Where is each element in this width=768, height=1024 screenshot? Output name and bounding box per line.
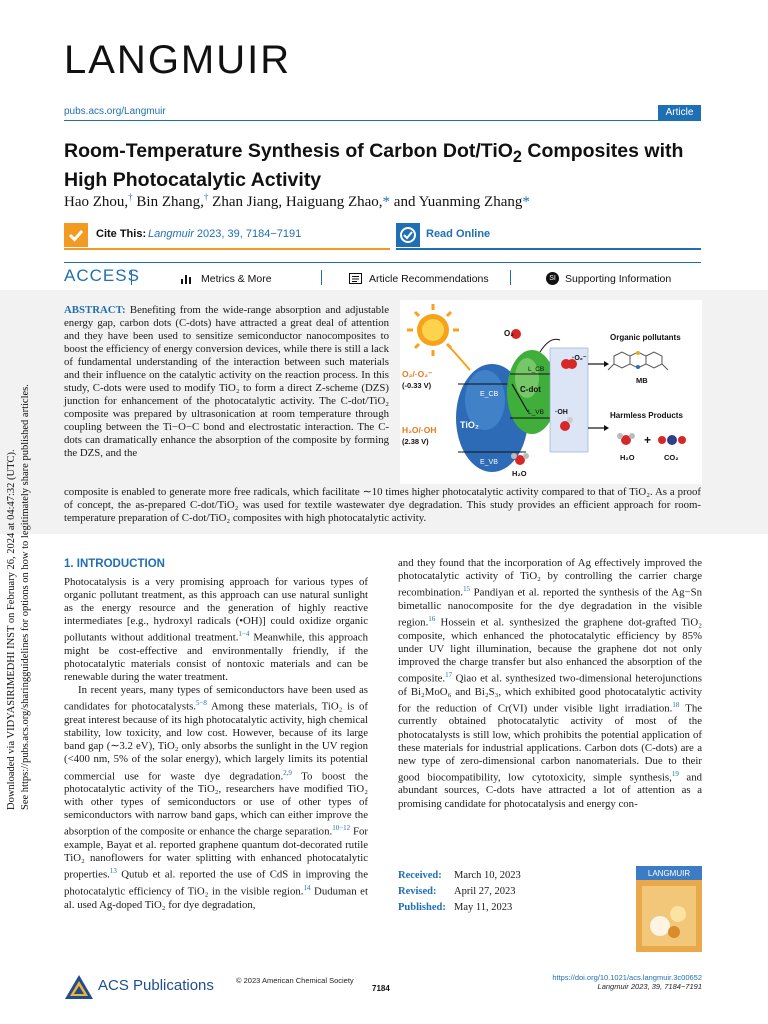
revised-label: Revised:: [398, 886, 437, 897]
figure-h2o-product: H₂O: [620, 453, 635, 462]
author-list: [64, 192, 530, 211]
published-label: Published:: [398, 902, 446, 913]
journal-url-link[interactable]: pubs.acs.org/Langmuir: [64, 106, 166, 117]
figure-o2-potential: (-0.33 V): [402, 381, 432, 390]
reference-link[interactable]: 17: [445, 670, 453, 679]
access-separator: [510, 270, 511, 285]
reference-link[interactable]: 10−12: [332, 824, 351, 833]
received-date: March 10, 2023: [454, 870, 521, 881]
abstract-text: [64, 304, 389, 460]
figure-ecb: E_CB: [480, 391, 499, 398]
publication-dates: [398, 868, 521, 916]
citation-link[interactable]: [148, 228, 301, 240]
figure-lvb: L_VB: [528, 409, 544, 416]
figure-lcb: L_CB: [528, 366, 545, 373]
reference-link[interactable]: 19: [671, 769, 679, 778]
abstract-graphic: [400, 300, 702, 484]
cite-details: 2023, 39, 7184−7191: [196, 228, 302, 240]
title-part-2: Composites with High Photocatalytic Activity: [64, 140, 684, 191]
page-number: 7184: [372, 984, 390, 993]
figure-harmless-label: Harmless Products: [610, 411, 683, 420]
corresponding-mark: *: [522, 194, 530, 210]
copyright-notice: © 2023 American Chemical Society: [236, 976, 354, 985]
figure-organic-label: Organic pollutants: [610, 333, 681, 342]
column-right: and they found that the incorporation of Ag effectively improved the photocatalytic activity of TiO₂ by controlling the carrier charge recombination.$^{15}$ Pandiyan et al. reported the synthesis of the Ag−Sn bimetallic nanocomposite for the dye degradation in the visible region.$^{16}$ Hossein et al. synthesized the graphene dot-grafted TiO₂ composite, which enhanced the photocatalytic efficiency by 85% under UV light illumination, because the graphene dot not only improved the charge transfer but also enhanced the absorption of the composite.$^{17}$ Qiao et al. synthesized two-dimensional heterojunctions of Bi₂MoO₆ and Bi₂S₃, which exhibited good photocatalytic activity for the reduction of Cr(VI) under visible light irradiation.$^{18}$ The currently obtained photocatalytic activity of most of the photocatalysts is still low, which prohibits the potential application of these materials for industrial applications. Carbon dots (C-dots) are a new type of zero-dimensional carbon nanomaterials. Due to their good biocompatibility, low cytotoxicity, simple synthesis,$^{19}$ and abundant sources, C-dots have attracted a lot of attention as a promising candidate for photocatalysis and energy con-: [398, 557, 703, 810]
reference-link[interactable]: 16: [428, 614, 436, 623]
bar-chart-icon: [181, 273, 193, 284]
acs-logo-icon: [64, 974, 94, 1000]
figure-h2o-bottom: H₂O: [512, 469, 527, 478]
abstract-text-continued: composite is enabled to generate more free radicals, which facilitate ∼10 times higher photocatalytic activity compared to that of TiO₂. As a proof of concept, the as-prepared C-dot/TiO₂ was used for textile wastewater dye degradation. This study provides an efficient approach for room-temperature preparation of C-dot/TiO₂ composites with high photocatalytic activity.: [64, 486, 701, 524]
plus-icon: +: [644, 433, 652, 447]
journal-name: LANGMUIR: [64, 38, 292, 82]
figure-h2o-label: H₂O/·OH: [402, 425, 437, 435]
section-heading: 1. INTRODUCTION: [64, 558, 165, 570]
cover-title: LANGMUIR: [647, 869, 691, 878]
header-divider: [64, 120, 701, 121]
figure-o2-label: O₂/·O₂⁻: [402, 369, 433, 379]
published-date: May 11, 2023: [454, 902, 513, 913]
journal-cover-thumbnail[interactable]: [636, 866, 702, 952]
author-link[interactable]: Bin Zhang,: [132, 194, 204, 210]
figure-mb-label: MB: [636, 376, 648, 385]
side-note-line-2: See https://pubs.acs.org/sharingguidelines for options on how to legitimately share published articles.: [20, 384, 31, 810]
access-label: ACCESS: [64, 266, 140, 285]
corresponding-mark: *: [382, 194, 391, 210]
checkmark-icon: [64, 223, 88, 247]
figure-co2-product: CO₂: [664, 453, 679, 462]
figure-tio2-label: TiO₂: [460, 420, 479, 430]
figure-evb: E_VB: [480, 459, 498, 466]
figure-h2o-potential: (2.38 V): [402, 437, 429, 446]
reference-link[interactable]: 14: [303, 884, 311, 893]
title-part-1: Room-Temperature Synthesis of Carbon Dot/TiO: [64, 140, 513, 162]
revised-date: April 27, 2023: [454, 886, 516, 897]
figure-hydroxyl: ·OH: [555, 409, 568, 416]
received-label: Received:: [398, 870, 442, 881]
access-separator: [321, 270, 322, 285]
reference-link[interactable]: 13: [109, 867, 117, 876]
doi-link[interactable]: https://doi.org/10.1021/acs.langmuir.3c00652: [552, 973, 702, 982]
access-separator: [131, 270, 132, 285]
reference-link[interactable]: 15: [463, 585, 471, 594]
article-type-badge: Article: [658, 105, 701, 120]
footer-citation: Langmuir 2023, 39, 7184−7191: [597, 982, 702, 991]
supporting-information-link[interactable]: Supporting Information: [565, 273, 672, 285]
reference-link[interactable]: 18: [672, 700, 680, 709]
si-icon: SI: [546, 272, 559, 285]
author-footnote-mark: †: [128, 192, 133, 202]
column-left: Photocatalysis is a very promising approach for various types of organic pollutant treatment, as this approach can use natural sunlight as the energy resource and the generation of highly reactive intermediates [e.g., hydroxyl radicals (•OH)] could oxidize organic pollutants without additional treatment.$^{1-4}$ Meanwhile, this approach might be cost-effective and environmentally friendly, if the photocatalytic materials consist of nontoxic materials and can be renewable during the water treatment. In recent years, many types of semiconductors have been used as candidates for photocatalysts.$^{5-8}$ Among these materials, TiO₂ is of great interest because of its high photocatalytic activity, high chemical stability, low toxicity, and low cost. However, because of its large band gap (∼3.2 eV), TiO₂ only absorbs the sunlight in the UV region (<400 nm, 5% of the solar energy), which largely limits its potential commercial use for waste dye degradation.$^{2,9}$ To boost the photocatalytic activity of the TiO₂, researchers have modified TiO₂ with other types of semiconductors or use of other types of semiconductors with narrow band gaps, which can either improve the absorption of the composite or enhance the charge separation.$^{10-12}$ For example, Bayat et al. reported graphene quantum dot-decorated rutile TiO₂ nanoflowers for water splitting with enhanced photocatalytic properties.$^{13}$ Qutub et al. reported the use of CdS in improving the photocatalytic efficiency of TiO₂ in the visible region.$^{14}$ Duduman et al. used Ag-doped TiO₂ for dye degradation,: [64, 576, 368, 911]
title-subscript: 2: [512, 147, 522, 166]
publisher-name: ACS Publications: [98, 977, 214, 994]
cite-this-label: Cite This:: [96, 228, 147, 240]
author-link[interactable]: and Yuanming Zhang: [390, 194, 523, 210]
figure-o2-top: O₂: [504, 329, 514, 338]
article-title: [64, 140, 704, 192]
cite-journal: Langmuir: [148, 228, 194, 240]
figure-cdot-label: C-dot: [520, 385, 541, 394]
read-online-button[interactable]: Read Online: [426, 228, 491, 240]
figure-superoxide: ·O₂⁻: [572, 355, 587, 362]
abstract-label: ABSTRACT:: [64, 304, 126, 316]
footer-doi: [520, 973, 702, 991]
download-side-note: [4, 310, 44, 810]
author-link[interactable]: Zhan Jiang, Haiguang Zhao,: [208, 194, 383, 210]
abstract-part-1: Benefiting from the wide-range absorption and adjustable energy gap, carbon dots (C-dots) have attracted a great deal of attention and they have been used to sensitize semiconductor nanocomposites to boost the efficiency of energy conversion devices, while there is still a lack of fundamental understanding of the interaction between such materials and their influence on the catalytic activity on the reaction process. In this study, C-dots were used to modify TiO₂ to form a direct Z-scheme (DZS) junction for enhancement of the photocatalytic activity. The C-dot/TiO₂ composite was prepared by ultrasonication at room temperature through coupling between the Ti−O−C bond and electrostatic interaction. The C-dots can dramatically enhance the absorption of the composite by forming the DZS, and the: [64, 304, 390, 459]
reference-link[interactable]: 1−4: [238, 630, 250, 639]
reference-link[interactable]: 2,9: [283, 768, 292, 777]
reference-link[interactable]: 5−8: [195, 699, 207, 708]
article-recommendations-link[interactable]: Article Recommendations: [369, 273, 489, 285]
read-online-icon[interactable]: [396, 223, 420, 247]
author-footnote-mark: †: [203, 192, 209, 202]
author-link[interactable]: Hao Zhou,: [64, 194, 129, 210]
metrics-link[interactable]: Metrics & More: [201, 273, 272, 285]
side-note-line-1: Downloaded via VIDYASIRIMEDHI INST on February 26, 2024 at 04:47:32 (UTC).: [6, 449, 17, 810]
article-icon: [349, 273, 362, 284]
